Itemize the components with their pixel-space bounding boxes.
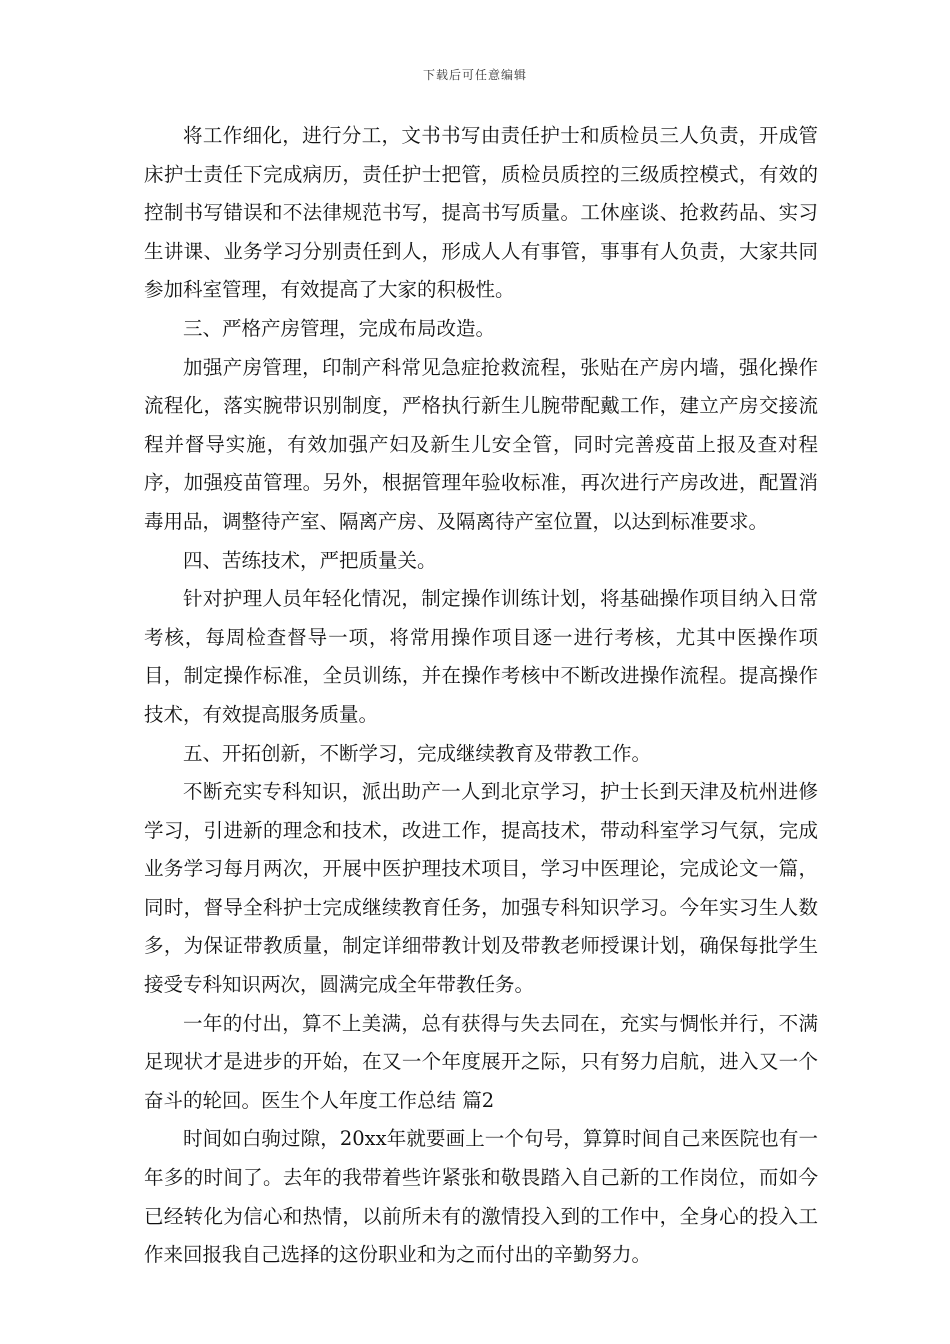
section-heading-skills: 四、苦练技术，严把质量关。 bbox=[183, 548, 437, 572]
page-header: 下载后可任意编辑 bbox=[422, 68, 527, 82]
section-heading-education: 五、开拓创新，不断学习，完成继续教育及带教工作。 bbox=[183, 741, 652, 765]
section-heading-delivery-room: 三、严格产房管理，完成布局改造。 bbox=[183, 316, 496, 340]
paragraph-delivery-room: 加强产房管理，印制产科常见急症抢救流程，张贴在产房内墙，强化操作流程化，落实腕带识别制度，严格执行新生儿腕带配戴工作，建立产房交接流程并督导实施，有效加强产妇及新生儿安全管，同时完善疫苗上报及查对程序，加强疫苗管理。另外，根据管理年验收标准，再次进行产房改进，配置消毒用品，调整待产室、隔离产房、及隔离待产室位置，以达到标准要求。 bbox=[144, 355, 818, 533]
document-body bbox=[144, 117, 818, 1275]
paragraph-conclusion: 一年的付出，算不上美满，总有获得与失去同在，充实与惆怅并行，不满足现状才是进步的开始，在又一个年度展开之际，只有努力启航，进入又一个奋斗的轮回。医生个人年度工作总结 篇2 bbox=[144, 1011, 818, 1112]
paragraph-part-two-intro: 时间如白驹过隙，20xx年就要画上一个句号，算算时间自己来医院也有一年多的时间了。去年的我带着些许紧张和敬畏踏入自己新的工作岗位，而如今已经转化为信心和热情，以前所未有的激情投入到的工作中，全身心的投入工作来回报我自己选择的这份职业和为之而付出的辛勤努力。 bbox=[144, 1127, 818, 1267]
paragraph-task-division: 将工作细化，进行分工，文书书写由责任护士和质检员三人负责，开成管床护士责任下完成病历，责任护士把管，质检员质控的三级质控模式，有效的控制书写错误和不法律规范书写，提高书写质量。工休座谈、抢救药品、实习生讲课、业务学习分别责任到人，形成人人有事管，事事有人负责，大家共同参加科室管理，有效提高了大家的积极性。 bbox=[144, 124, 818, 302]
paragraph-education: 不断充实专科知识，派出助产一人到北京学习，护士长到天津及杭州进修学习，引进新的理念和技术，改进工作，提高技术，带动科室学习气氛，完成业务学习每月两次，开展中医护理技术项目，学习中医理论，完成论文一篇，同时，督导全科护士完成继续教育任务，加强专科知识学习。今年实习生人数多，为保证带教质量，制定详细带教计划及带教老师授课计划，确保每批学生接受专科知识两次，圆满完成全年带教任务。 bbox=[144, 780, 818, 997]
paragraph-skills: 针对护理人员年轻化情况，制定操作训练计划，将基础操作项目纳入日常考核，每周检查督导一项，将常用操作项目逐一进行考核，尤其中医操作项目，制定操作标准，全员训练，并在操作考核中不断改进操作流程。提高操作技术，有效提高服务质量。 bbox=[144, 587, 818, 726]
